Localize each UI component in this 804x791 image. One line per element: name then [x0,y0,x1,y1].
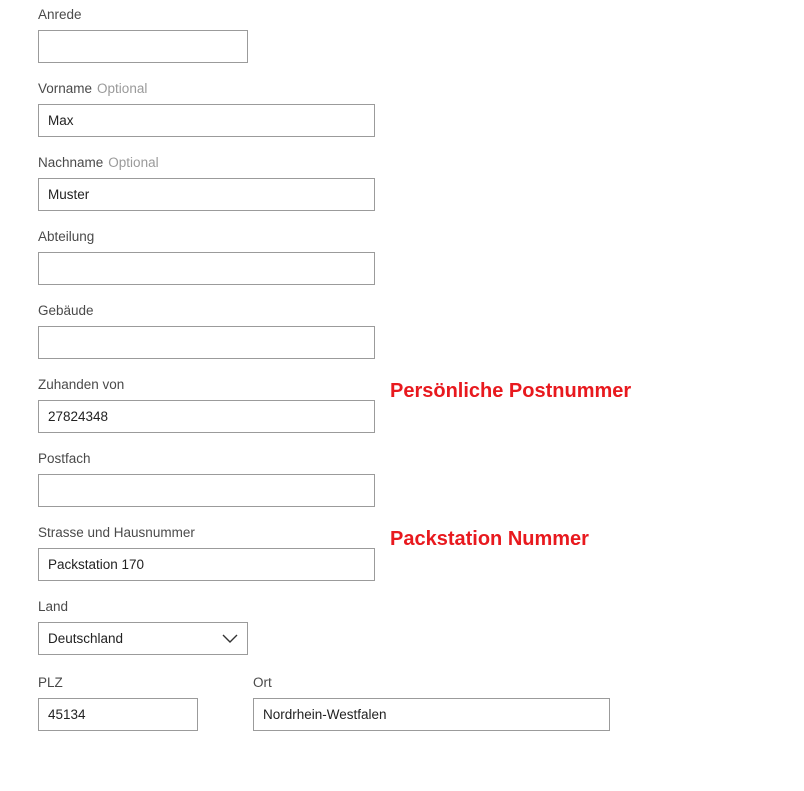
top-spacer [38,0,804,7]
spacer-5 [38,359,804,377]
input-postfach[interactable] [38,474,375,507]
spacer-1 [38,63,804,81]
input-plz[interactable] [38,698,198,731]
select-land-wrapper[interactable] [38,622,248,655]
label-nachname [38,155,804,171]
row-plz-ort [38,675,804,731]
spacer-7 [38,507,804,525]
field-plz [38,675,214,731]
label-gebaeude-text: Gebäude [38,303,94,318]
label-postfach [38,451,804,467]
label-plz [38,675,214,691]
field-postfach [38,451,804,507]
field-nachname [38,155,804,211]
label-anrede-text: Anrede [38,7,82,22]
label-abteilung [38,229,804,245]
label-land-text: Land [38,599,69,614]
field-abteilung [38,229,804,285]
spacer-8 [38,581,804,599]
input-vorname[interactable] [38,104,375,137]
spacer-3 [38,211,804,229]
input-anrede[interactable] [38,30,248,63]
label-postfach-text: Postfach [38,451,91,466]
label-vorname [38,81,804,97]
field-land [38,599,804,655]
input-zuhanden-von[interactable] [38,400,375,433]
input-nachname[interactable] [38,178,375,211]
label-zuhanden-von-text: Zuhanden von [38,377,125,392]
select-land[interactable] [38,622,248,655]
spacer-6 [38,433,804,451]
label-gebaeude [38,303,804,319]
field-strasse-hausnummer [38,525,804,581]
label-vorname-text: Vorname [38,81,93,96]
spacer-4 [38,285,804,303]
label-ort-text: Ort [253,675,272,690]
label-abteilung-text: Abteilung [38,229,95,244]
label-strasse-hausnummer-text: Strasse und Hausnummer [38,525,195,540]
field-zuhanden-von [38,377,804,433]
input-gebaeude[interactable] [38,326,375,359]
field-anrede [38,7,804,63]
label-vorname-optional: Optional [97,81,148,96]
input-strasse-hausnummer[interactable] [38,548,375,581]
spacer-9 [38,655,804,675]
field-gebaeude [38,303,804,359]
input-ort[interactable] [253,698,610,731]
spacer-2 [38,137,804,155]
annotation-postnummer: Persönliche Postnummer [390,380,632,402]
label-plz-text: PLZ [38,675,63,690]
label-nachname-text: Nachname [38,155,104,170]
annotation-packstation: Packstation Nummer [390,528,589,550]
input-abteilung[interactable] [38,252,375,285]
label-land [38,599,804,615]
field-ort [253,675,610,731]
label-ort [253,675,610,691]
label-anrede [38,7,804,23]
field-vorname [38,81,804,137]
label-nachname-optional: Optional [108,155,159,170]
